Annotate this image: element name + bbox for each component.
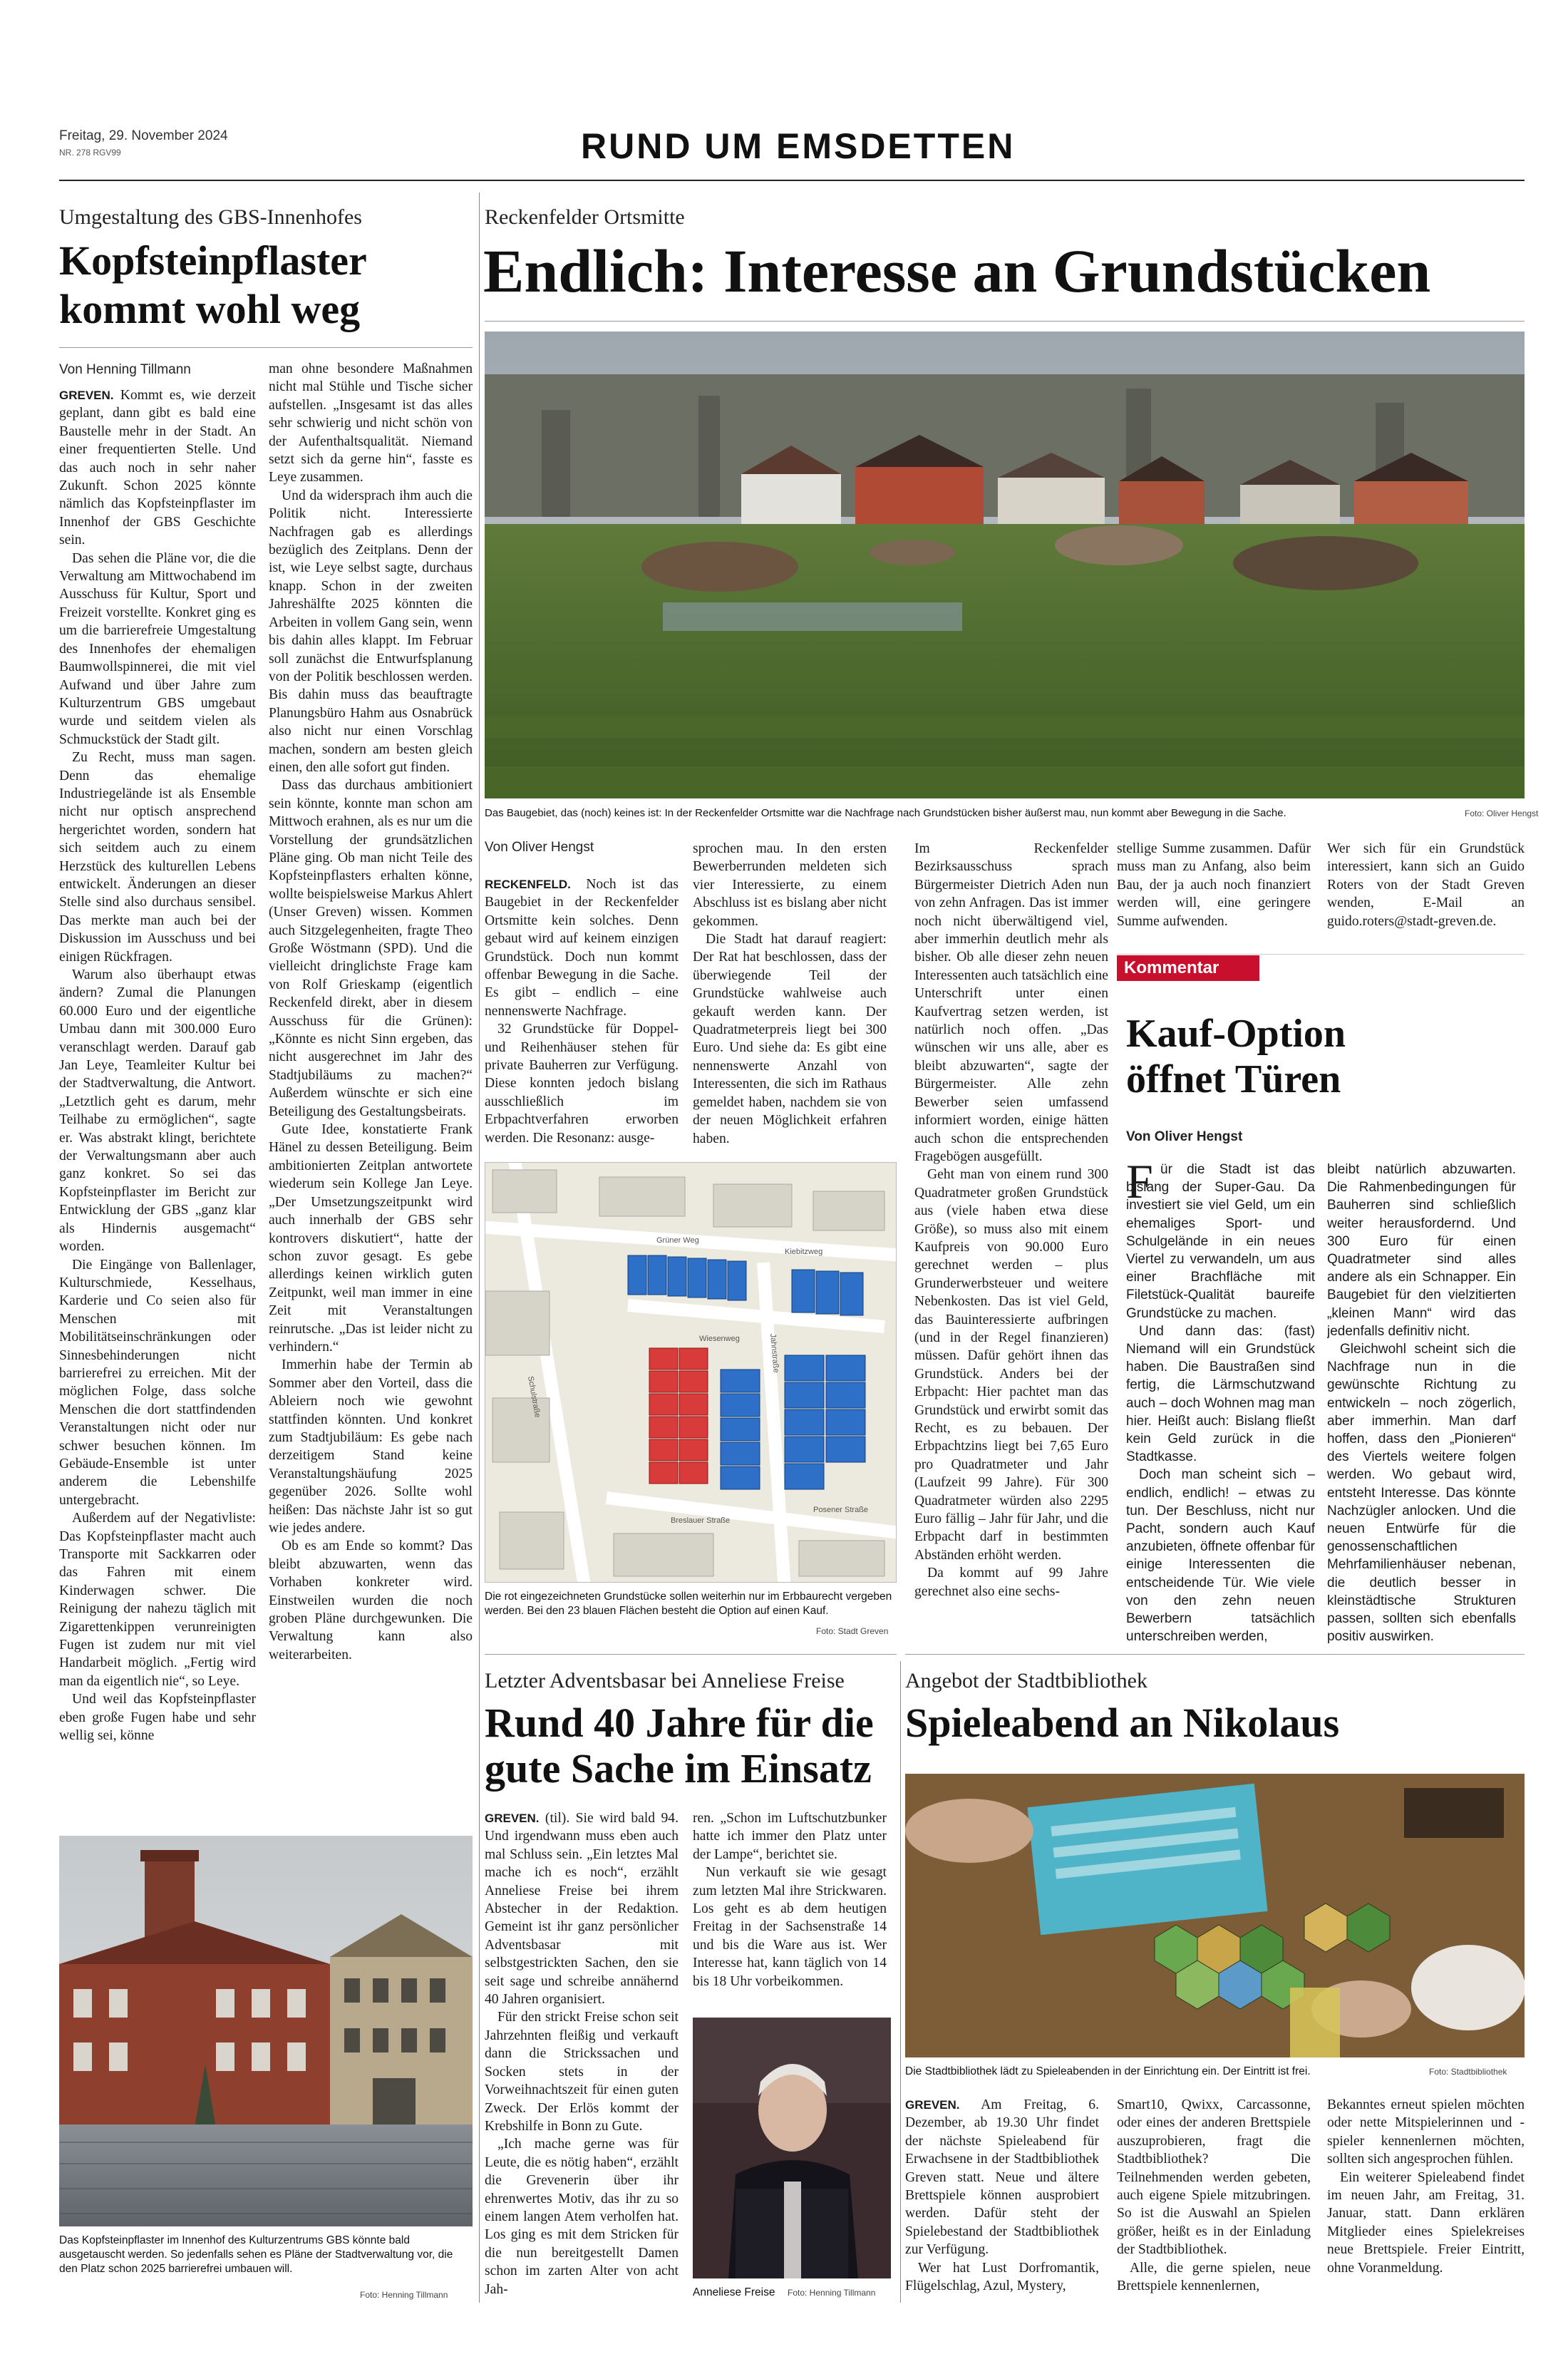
left-kicker: Umgestaltung des GBS-Innenhofes [59, 205, 362, 229]
map-label: Jahnstraße [768, 1333, 780, 1374]
dateline: RECKENFELD. [485, 878, 571, 891]
paragraph: GREVEN. (til). Sie wird bald 94. Und irgendwann muss eben auch mal Schluss sein. „Ein letztes Mal mache ich es noch“, erzählt Anneliese Freise bei ihrem Abstecher in der Redaktion. Gemeint ist ihr ganz persönlicher Adventsbasar mit selbstgestrickten Sachen, den sie seit sage und schreibe annähernd 40 Jahren organisiert. [485, 1811, 679, 2008]
section-title: RUND UM EMSDETTEN [581, 126, 1016, 166]
paragraph: Bekanntes erneut spielen möchten oder nette Mitspielerinnen und -spieler kennenlernen möchten, sollten sich angesprochen fühlen. [1327, 2097, 1525, 2167]
left-headline-rule [59, 347, 473, 348]
masthead-rule [59, 180, 1525, 181]
freise-photo [693, 2018, 891, 2278]
map-credit: Foto: Stadt Greven [816, 1626, 889, 1636]
paragraph: Ob es am Ende so kommt? Das bleibt abzuwarten, wenn das Vorhaben konkreter wird. Einstweilen wurden die noch groben Pläne durchgewunken. Die Verwaltung kann also weiterarbeiten. [269, 1538, 473, 1663]
paragraph: Und weil das Kopfsteinpflaster eben große Fugen habe und sehr wellig sei, könne [59, 1692, 256, 1744]
paragraph: Für den strickt Freise schon seit Jahrzehnten fleißig und verkauft dann die Strickssachen und Socken stets in der Vorweihnachtszeit für einen guten Zweck. Der Erlös kommt der Krebshilfe in Bonn zu Gute. [485, 2010, 679, 2134]
dateline: GREVEN. [485, 1812, 540, 1825]
bazaar-col2-top [693, 1809, 887, 2013]
games-photo-illustration [905, 1774, 1525, 2057]
left-byline: Von Henning Tillmann [59, 362, 191, 377]
freise-photo-illustration [693, 2018, 891, 2278]
freise-photo-caption: Anneliese Freise [693, 2286, 775, 2298]
left-col1 [59, 386, 256, 1835]
library-col3 [1327, 2096, 1525, 2306]
paragraph: man ohne besondere Maßnahmen nicht mal Stühle und Tische sicher aufstellen. „Insgesamt ist das alles sehr schwierig und nicht schön von der Aufenthaltsqualität. Niemand setzt sich da gerne hin“, fasste es Leye zusammen. [269, 361, 473, 485]
field-photo [485, 332, 1525, 798]
paragraph: Das sehen die Pläne vor, die die Verwaltung am Mittwochabend im Ausschuss für Kultur, Sport und Freizeit vorstellte. Konkret ging es um die barrierefreie Umgestaltung des Innenhofes der ehemaligen Baumwollspinnerei, die mit viel Aufwand und über Jahre zum Kulturzentrum GBS umgebaut wurde und seitdem vielen als Schmuckstück der Stadt gilt. [59, 550, 256, 747]
comment-byline: Von Oliver Hengst [1126, 1129, 1243, 1144]
paragraph: Geht man von einem rund 300 Quadratmeter großen Grundstück aus (viele haben etwa diese Größe), so muss also mit einem Kaufpreis von 90.000 Euro gerechnet werden – plus Grunderwerbsteuer und weitere Nebenkosten. Das ist viel Geld, das Bauinteressierte aufbringen (und in der Regel finanzieren) müssen. Dafür gehört ihnen das Grundstück. Anders bei der Erbpacht: Hier pachtet man das Grundstück und erwirbt somit das Recht, es zu bebauen. Der Erbpachtzins liegt bei 7,65 Euro pro Quadratmeter und Jahr (Laufzeit 99 Jahre). Für 300 Quadratmeter würden also 2295 Euro fällig – Jahr für Jahr, und die Erbpacht darf in bestimmten Abständen erhöht werden. [914, 1167, 1108, 1563]
gbs-photo [59, 1836, 473, 2226]
paragraph: Und da widersprach ihm auch die Politik nicht. Interessierte Nachfragen gab es allerdings bezüglich des Zeitplans. Denn der ist, wie Leye selbst sagte, durchaus knapp. Schon in der zweiten Jahreshälfte 2025 könnten die Arbeiten in vollem Gang sein, wenn bis dahin alles klappt. Im Februar soll zunächst die Entwurfsplanung von der Politik beschlossen werden. Bis dahin muss das beauftragte Planungsbüro Hahm aus Osnabrück also nicht nur einen Vorschlag machen, sondern am besten gleich einen, den alle sofort gut finden. [269, 488, 473, 775]
map-caption: Die rot eingezeichneten Grundstücke sollen weiterhin nur im Erbbaurecht vergeben werden. Bei den 23 blauen Flächen besteht die Option auf einen Kauf. [485, 1591, 892, 1617]
comment-headline-line1: Kauf-Option [1126, 1012, 1346, 1056]
paragraph: Nun verkauft sie wie gesagt zum letzten Mal ihre Strickwaren. Los geht es ab dem heutigen Freitag in der Sachsenstraße 14 und bis die Ware aus ist. Wer Interesse hat, kann täglich von 14 bis 18 Uhr vorbeikommen. [693, 1865, 887, 1989]
paragraph: Dass das durchaus ambitioniert sein könnte, konnte man schon am Mittwoch erahnen, als es nur um die Vorstellung der grundsätzlichen Pläne ging. Ob man nicht Teile des Kopfsteinpflasters erhalten könne, wollte beispielsweise Markus Ahlert (Unser Greven) wissen. Kommen auch Sitzgelegenheiten, fragte Theo Große Wöstmann (SPD). Und die vielleicht dringlichste Frage kam von Rolf Grieskamp (eigentlich Reckenfeld direkt, aber in diesem Ausschuss für die Grünen): „Könnte es nicht Sinn ergeben, das nicht ausgerechnet im Jahr des Stadtjubiläums zu machen?“ Außerdem wünschte er sich eine Beteiligung des Gestaltungsbeirats. [269, 778, 473, 1119]
paragraph: GREVEN. Am Freitag, 6. Dezember, ab 19.30 Uhr findet der nächste Spieleabend für Erwachsene in der Stadtbibliothek Greven statt. Neue und ältere Brettspiele können ausprobiert werden. Dafür steht der Spielebestand der Stadtbibliothek zur Verfügung. [905, 2097, 1099, 2258]
comment-headline [1126, 1011, 1346, 1102]
main-headline-rule [485, 321, 1525, 322]
paragraph: ür die Stadt ist das bislang der Super-Gau. Da investiert sie viel Geld, um ein ehemaliges Sport- und Schulgelände in ein neues Viertel zu verwandeln, um aus einer Brachfläche mit Filetstück-Qualität baureife Grundstücke zu machen. [1126, 1162, 1315, 1321]
main-col5-top [1327, 840, 1525, 954]
games-photo [905, 1774, 1525, 2057]
map-label: Posener Straße [813, 1506, 869, 1514]
left-headline-line2: kommt wohl weg [59, 286, 361, 332]
map-label: Breslauer Straße [671, 1516, 731, 1525]
comment-headline-line2: öffnet Türen [1126, 1057, 1341, 1101]
library-kicker: Angebot der Stadtbibliothek [905, 1669, 1147, 1692]
site-map-illustration [485, 1163, 897, 1583]
games-photo-caption: Die Stadtbibliothek lädt zu Spieleabenden in der Einrichtung ein. Der Eintritt ist frei. [905, 2065, 1311, 2077]
left-headline [59, 237, 367, 334]
freise-photo-credit: Foto: Henning Tillmann [788, 2288, 876, 2298]
paragraph: RECKENFELD. Noch ist das Baugebiet in der Reckenfelder Ortsmitte kein solches. Denn gebaut wird auf keinem einzigen Grundstück. Doch nun kommt offenbar Bewegung in die Sache. Es gibt – endlich – eine nennenswerte Nachfrage. [485, 877, 679, 1019]
paragraph: „Ich mache gerne was für Leute, die es nötig haben“, erzählt die Grevenerin über ihr ehrenwertes Motiv, das ihr zu so einem langen Atem verholfen hat. Los ging es mit dem Stricken für die nun bereitgestellt Damen schon im zarten Alter von acht Jah- [485, 2137, 679, 2297]
main-col1-top [485, 875, 679, 1153]
gbs-photo-credit: Foto: Henning Tillmann [360, 2290, 448, 2300]
paragraph: Da kommt auf 99 Jahre gerechnet also eine sechs- [914, 1566, 1108, 1599]
paragraph: Alle, die gerne spielen, neue Brettspiele kennenlernen, [1117, 2260, 1311, 2294]
library-top-rule [905, 1654, 1525, 1655]
library-col1 [905, 2096, 1099, 2306]
map-label: Schulstraße [526, 1375, 542, 1419]
left-col2 [269, 360, 473, 1843]
bazaar-col1 [485, 1809, 679, 2308]
library-headline: Spieleabend an Nikolaus [905, 1700, 1340, 1746]
paragraph: Wer sich für ein Grundstück interessiert, kann sich an Guido Roters von der Stadt Greven wenden, E-Mail an guido.roters@stadt-greven.de. [1327, 841, 1525, 929]
comment-col1 [1126, 1161, 1315, 1645]
dateline: GREVEN. [59, 389, 114, 402]
main-byline: Von Oliver Hengst [485, 840, 594, 855]
comment-col2 [1327, 1161, 1516, 1645]
paragraph: Wer hat Lust Dorfromantik, Flügelschlag, Azul, Mystery, [905, 2260, 1099, 2294]
library-separator [900, 1661, 901, 2303]
column-separator [479, 192, 480, 2303]
bazaar-headline-line2: gute Sache im Einsatz [485, 1745, 872, 1792]
main-headline: Endlich: Interesse an Grundstücken [483, 237, 1431, 305]
map-label: Wiesenweg [699, 1335, 740, 1343]
masthead-edition: NR. 278 RGV99 [59, 148, 121, 158]
main-col4-top [1117, 840, 1311, 954]
field-photo-caption: Das Baugebiet, das (noch) keines ist: In der Reckenfelder Ortsmitte war die Nachfrage nach Grundstücken bisher äußerst mau, nun kommt aber Bewegung in die Sache. [485, 807, 1286, 819]
field-photo-credit: Foto: Oliver Hengst [1465, 808, 1539, 818]
map-label: Kiebitzweg [785, 1248, 823, 1256]
paragraph: Doch man scheint sich – endlich, endlich! – etwas zu tun. Der Beschluss, nicht nur Pacht, sondern auch Kauf anzubieten, öffnete offenbar für einige Interessenten die entscheidende Tür. Wie viele von den zehn neuen Bewerbern tatsächlich unterschreiben werden, [1126, 1467, 1315, 1645]
paragraph: stellige Summe zusammen. Dafür muss man zu Anfang, also beim Bau, der ja auch noch finanziert werden will, eine geringere Summe aufwenden. [1117, 841, 1311, 929]
paragraph: Außerdem auf der Negativliste: Das Kopfsteinpflaster macht auch Transporte mit Sackkarren oder das Fahren mit einem Kinderwagen schwer. Die Reinigung der nahezu täglich mit Zigarettenkippen verunreinigten Fugen ist zudem nur mit viel Handarbeit möglich. „Fertig wird man da eigentlich nie“, so Leye. [59, 1511, 256, 1689]
paragraph: Im Reckenfelder Bezirksausschuss sprach Bürgermeister Dietrich Aden nun von zehn Anfragen. Das ist immer noch nicht überwältigend viel, aber immerhin deutlich mehr als bisher. Ob alle dieser zehn neuen Interessenten auch tatsächlich eine Unterschrift unter einen Kaufvertrag setzen werden, ist natürlich noch offen. „Das wünschen wir uns alle, aber es bleibt abzuwarten“, sagte der Bürgermeister. Alle zehn Bewerber seien umfassend informiert worden, einige hätten auch schon die entsprechenden Fragebögen ausgefüllt. [914, 841, 1108, 1164]
comment-label: Kommentar [1117, 955, 1259, 981]
left-headline-line1: Kopfsteinpflaster [59, 237, 367, 284]
bazaar-kicker: Letzter Adventsbasar bei Anneliese Freise [485, 1669, 845, 1692]
bazaar-headline [485, 1700, 874, 1792]
gbs-photo-illustration [59, 1836, 473, 2226]
bazaar-top-rule [485, 1654, 897, 1655]
paragraph: Die Stadt hat darauf reagiert: Der Rat hat beschlossen, dass der überwiegende Teil der Grundstücke wahlweise auch gekauft werden kann. Der Quadratmeterpreis liegt bei 300 Euro. Und siehe da: Es gibt eine nennenswerte Anzahl von Interessenten, die sich im Rathaus gemeldet haben, nachdem sie von der neuen Möglichkeit erfahren haben. [693, 932, 887, 1146]
library-col2 [1117, 2096, 1311, 2306]
main-col3 [914, 840, 1108, 1645]
paragraph: Und dann das: (fast) Niemand will ein Grundstück haben. Die Baustraßen sind fertig, die Lärmschutzwand auch – doch Wohnen mag man hier. Heißt auch: Bislang fließt kein Geld zurück in die Stadtkasse. [1126, 1323, 1315, 1465]
dateline: GREVEN. [905, 2098, 960, 2112]
gbs-photo-caption: Das Kopfsteinpflaster im Innenhof des Kulturzentrums GBS könnte bald ausgetauscht werden. So jedenfalls sehen es Pläne der Stadtverwaltung vor, die den Platz schon 2025 barrierefrei umbauen will. [59, 2234, 453, 2275]
paragraph: Immerhin habe der Termin ab Sommer aber den Vorteil, dass die Ableiern noch wie gewohnt stattfinden könnten. Und konkret zum Stadtjubiläum: Es gebe nach derzeitigem Stand keine Veranstaltungshäufung 2025 gegenüber 2026. Sollte wohl heißen: Das nächste Jahr ist so gut wie jedes andere. [269, 1357, 473, 1536]
main-col2-top [693, 840, 887, 1153]
games-photo-credit: Foto: Stadtbibliothek [1429, 2067, 1507, 2077]
paragraph: 32 Grundstücke für Doppel- und Reihenhäuser stehen für private Bauherren zur Verfügung. Diese konnten jedoch bislang ausschließlich im Erbpachtverfahren erworben werden. Die Resonanz: ausge- [485, 1022, 679, 1146]
bazaar-headline-line1: Rund 40 Jahre für die [485, 1700, 874, 1746]
paragraph: Zu Recht, muss man sagen. Denn das ehemalige Industriegelände ist als Ensemble nicht nur optisch ansprechend hergerichtet worden, sondern hat sich seitdem auch zu einem Herzstück des kulturellen Lebens entwickelt. Änderungen an dieser Stelle sind also durchaus sensibel. Das merkte man auch bei der Diskussion im Ausschuss und bei einigen Rückfragen. [59, 750, 256, 965]
paragraph: sprochen mau. In den ersten Bewerberrunden meldeten sich vier Interessierte, zu einem Abschluss ist es bislang aber nicht gekommen. [693, 841, 887, 929]
paragraph: GREVEN. Kommt es, wie derzeit geplant, dann gibt es bald eine Baustelle mehr in der Stadt. An einer frequentierten Stelle. Und das auch noch in sehr naher Zukunft. Schon 2025 könnte nämlich das Kopfsteinpflaster im Innenhof der GBS Geschichte sein. [59, 388, 256, 548]
paragraph: bleibt natürlich abzuwarten. Die Rahmenbedingungen für Bauherren sind schließlich weiter herausfordernd. Und 300 Euro für einen Quadratmeter sind alles andere als ein Schnapper. Ein Baugebiet für den vielzitierten „kleinen Mann“ wird das jedenfalls definitiv nicht. [1327, 1162, 1516, 1339]
map-label: Grüner Weg [656, 1236, 699, 1245]
paragraph: Warum also überhaupt etwas ändern? Zumal die Planungen 60.000 Euro und der eigentliche Umbau dann mit 300.000 Euro veranschlagt werden. Darauf gab Jan Leye, Teamleiter Kultur bei der Stadtverwaltung, die Antwort. „Letztlich geht es darum, mehr Teilhabe zu ermöglichen“, sagte er. Was abstrakt klingt, berichtete der Verwaltungsmann aber auch ganz konkret. So sei das Kopfsteinpflaster im Bericht zur Entwicklung der GBS „ganz klar als Hindernis ausgemacht“ worden. [59, 967, 256, 1255]
field-photo-illustration [485, 332, 1525, 798]
comment-dropcap: F [1126, 1154, 1153, 1208]
paragraph: Gute Idee, konstatierte Frank Hänel zu dessen Beteiligung. Beim ambitionierten Zeitplan antwortete wiederum sein Kollege Jan Leye. „Der Umsetzungszeitpunkt wird auch innerhalb der GBS sehr kontrovers diskutiert“, hatte der schon zuvor gesagt. Es gebe allerdings keinen wirklich guten Zeitpunkt, weil man immer in eine Zeit mit Veranstaltungen reinrutsche. „Das ist leider nicht zu verhindern.“ [269, 1122, 473, 1355]
paragraph: Ein weiterer Spieleabend findet im neuen Jahr, am Freitag, 31. Januar, statt. Dann erklären Mitglieder eines Spielekreises neue Brettspiele. Freier Eintritt, ohne Voranmeldung. [1327, 2169, 1525, 2276]
paragraph: Smart10, Qwixx, Carcassonne, oder eines der anderen Brettspiele auszuprobieren, fragt die Stadtbibliothek? Die Teilnehmenden werden gebeten, auch eigene Spiele mitzubringen. So ist die Auswahl an Spielen größer, heißt es in der Einladung der Stadtbibliothek. [1117, 2097, 1311, 2258]
masthead-date: Freitag, 29. November 2024 [59, 128, 228, 143]
paragraph: Die Eingänge von Ballenlager, Kulturschmiede, Kesselhaus, Karderie und Co seien also für Menschen mit Mobilitätseinschränkungen oder Sinnesbehinderungen nicht barrierefrei zu erreichen. Mit der möglichen Folge, dass solche Menschen die dort stattfindenden Veranstaltungen nicht oder nur schwer besuchen können. Im Gebäude-Ensemble ist unter anderem die Lebenshilfe untergebracht. [59, 1257, 256, 1508]
site-map [485, 1162, 897, 1583]
main-kicker: Reckenfelder Ortsmitte [485, 205, 685, 229]
paragraph: ren. „Schon im Luftschutzbunker hatte ich immer den Platz unter der Lampe“, berichtet sie. [693, 1811, 887, 1862]
paragraph: Gleichwohl scheint sich die Nachfrage nun in die gewünschte Richtung zu entwickeln – noch zögerlich, aber immerhin. Man darf hoffen, dass den „Pionieren“ des Viertels weitere folgen werden. Wo gebaut wird, entsteht Interesse. Das könnte Nachzügler anlocken. Und die neuen Entwürfe für die genossenschaftlichen Mehrfamilienhäuser nebenan, die deutlich besser in kleinstädtische Strukturen passen, sollten sich ebenfalls positiv auswirken. [1327, 1342, 1516, 1645]
